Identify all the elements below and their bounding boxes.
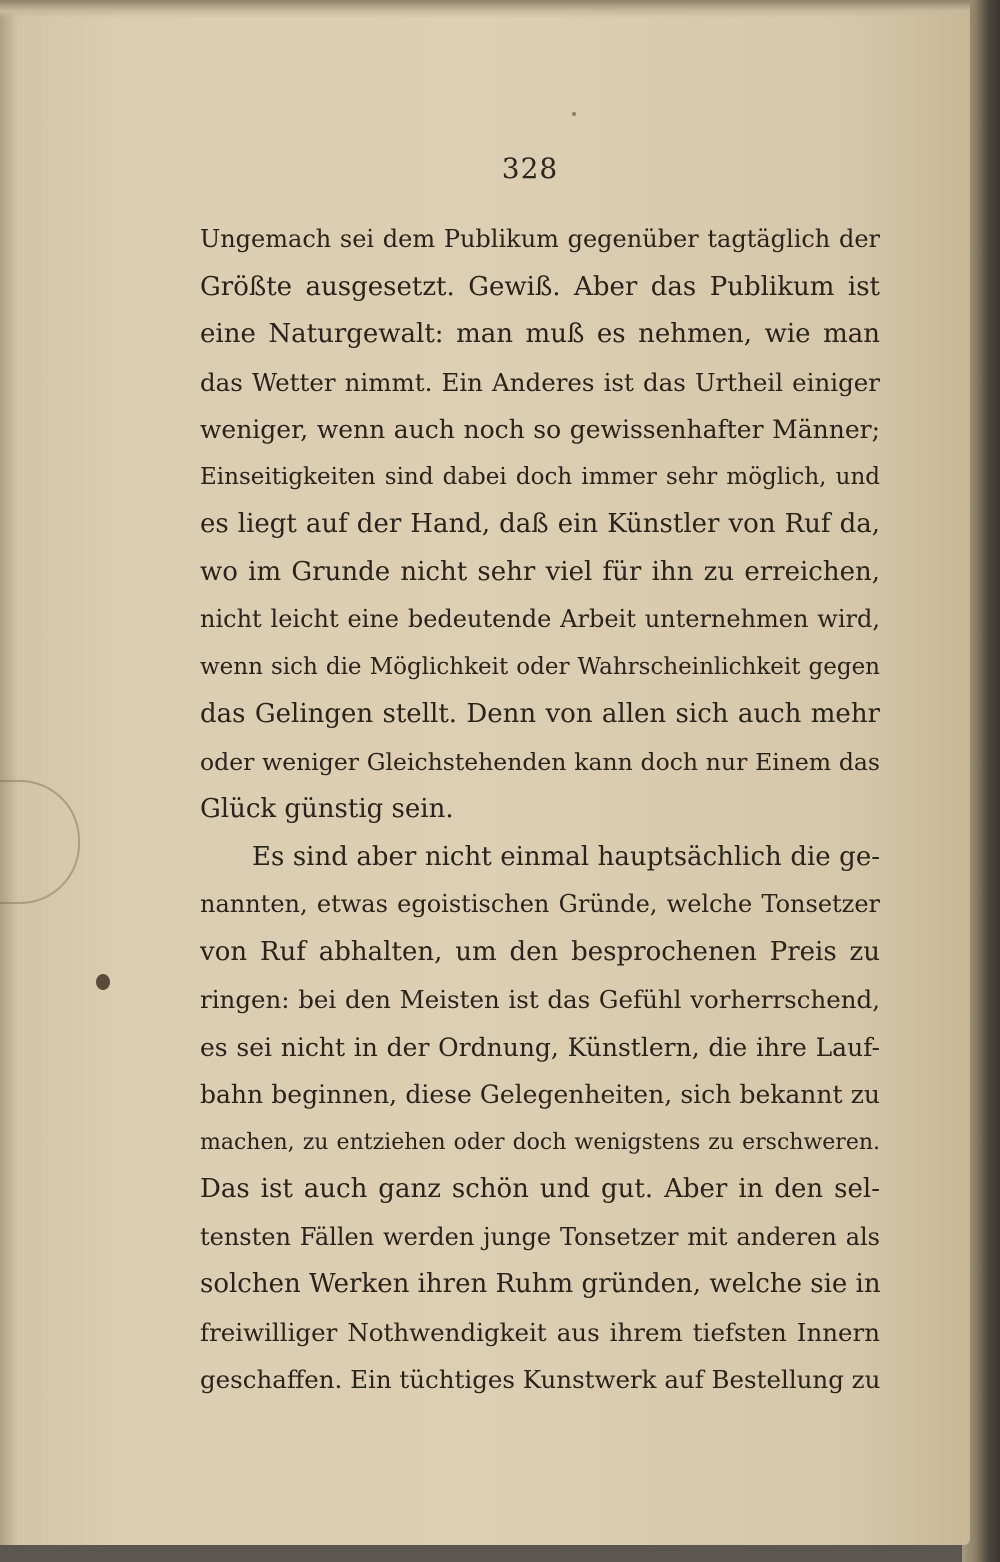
ink-speck <box>572 112 576 116</box>
page-top-shadow <box>0 0 970 18</box>
text-line: von Ruf abhalten, um den besprochenen Preis zu <box>200 936 880 967</box>
text-line: tensten Fällen werden junge Tonsetzer mit anderen als <box>200 1222 880 1251</box>
body-text <box>200 216 880 1404</box>
ink-speck <box>96 974 110 990</box>
text-line: nicht leicht eine bedeutende Arbeit unternehmen wird, <box>200 605 880 633</box>
text-line: weniger, wenn auch noch so gewissenhafter Männer; <box>200 415 880 444</box>
text-line: Glück günstig sein. <box>200 794 454 824</box>
text-line: oder weniger Gleichstehenden kann doch nur Einem das <box>200 747 880 776</box>
gutter-shadow <box>0 0 18 1545</box>
text-line: nannten, etwas egoistischen Gründe, welche Tonsetzer <box>200 890 880 918</box>
text-line: Ungemach sei dem Publikum gegenüber tagtäglich der <box>200 225 880 253</box>
text-line: eine Naturgewalt: man muß es nehmen, wie man <box>200 319 880 349</box>
text-line: solchen Werken ihren Ruhm gründen, welche sie in <box>200 1269 881 1299</box>
page-number: 328 <box>501 152 559 185</box>
text-line: freiwilliger Nothwendigkeit aus ihrem tiefsten Innern <box>200 1317 880 1347</box>
text-line: ringen: bei den Meisten ist das Gefühl vorherrschend, <box>200 985 880 1014</box>
text-line: wo im Grunde nicht sehr viel für ihn zu erreichen, <box>200 556 880 587</box>
text-line: geschaffen. Ein tüchtiges Kunstwerk auf Bestellung zu <box>200 1365 881 1394</box>
text-line: machen, zu entziehen oder doch wenigstens zu erschweren. <box>200 1129 880 1155</box>
text-line: Es sind aber nicht einmal hauptsächlich die ge- <box>252 841 880 872</box>
text-line: wenn sich die Möglichkeit oder Wahrscheinlichkeit gegen <box>200 653 880 680</box>
text-line: es liegt auf der Hand, daß ein Künstler von Ruf da, <box>200 509 880 539</box>
text-line: bahn beginnen, diese Gelegenheiten, sich bekannt zu <box>200 1080 880 1109</box>
text-line: Einseitigkeiten sind dabei doch immer sehr möglich, und <box>200 463 880 490</box>
text-line: das Gelingen stellt. Denn von allen sich auch mehr <box>200 699 880 729</box>
page-fold-mark <box>0 780 80 904</box>
text-line: das Wetter nimmt. Ein Anderes ist das Urtheil einiger <box>200 367 880 397</box>
text-line: Das ist auch ganz schön und gut. Aber in den sel- <box>200 1174 880 1204</box>
text-line: es sei nicht in der Ordnung, Künstlern, die ihre Lauf- <box>200 1032 880 1062</box>
text-line: Größte ausgesetzt. Gewiß. Aber das Publikum ist <box>200 271 880 302</box>
